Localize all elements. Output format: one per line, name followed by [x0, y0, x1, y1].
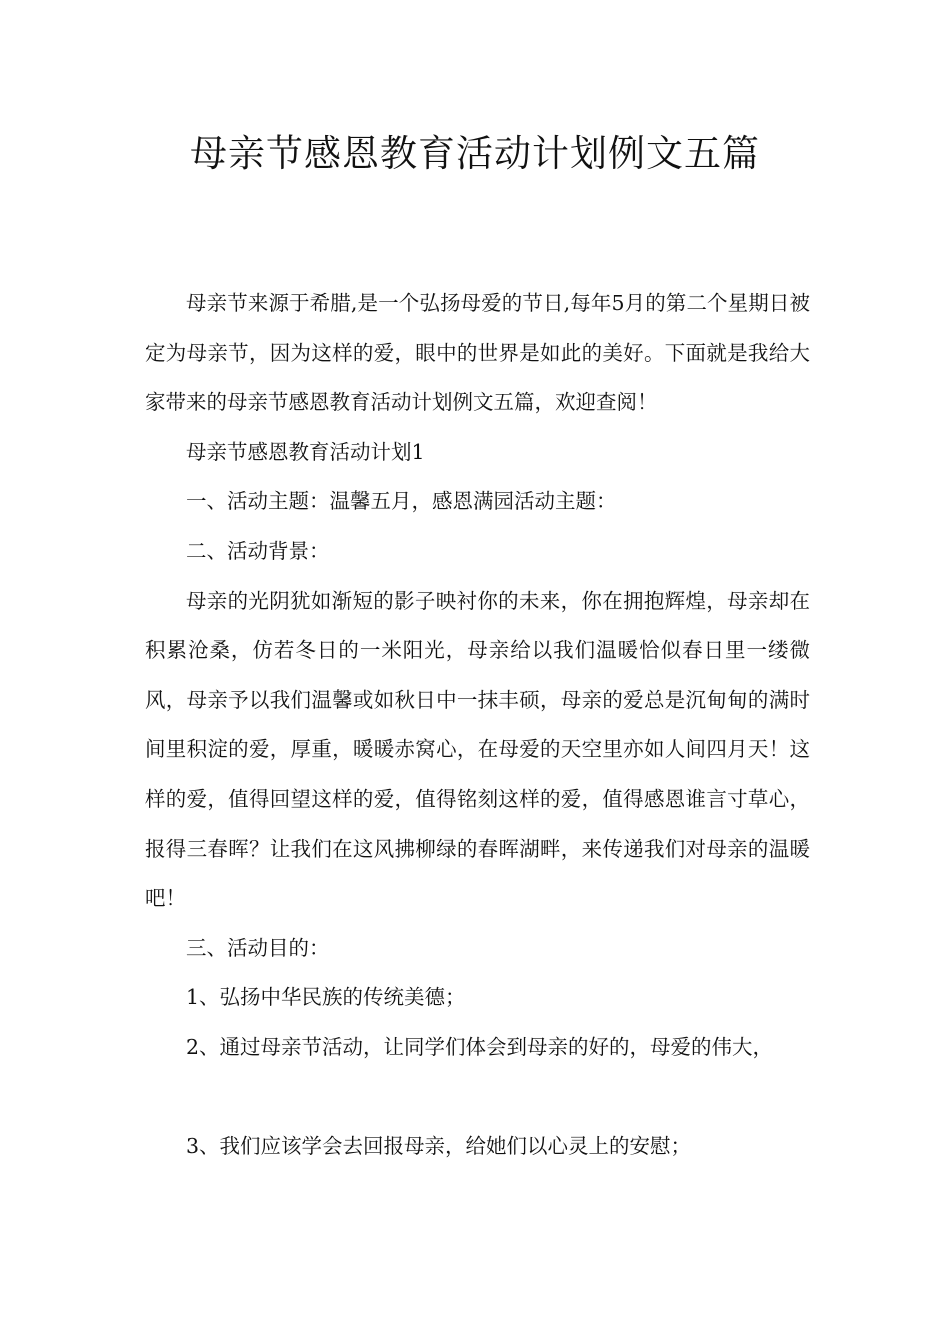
intro-paragraph: 母亲节来源于希腊,是一个弘扬母爱的节日,每年5月的第二个星期日被定为母亲节，因为这样的爱，眼中的世界是如此的美好。下面就是我给大家带来的母亲节感恩教育活动计划例文五篇，欢迎查阅！	[145, 291, 810, 415]
purpose-item-1: 1、弘扬中华民族的传统美德；	[186, 985, 466, 1010]
section-background-heading: 二、活动背景：	[186, 538, 330, 563]
document-body	[145, 279, 810, 1172]
section-theme: 一、活动主题：温馨五月，感恩满园活动主题：	[186, 489, 617, 514]
paragraph-gap	[145, 1073, 810, 1123]
plan-heading: 母亲节感恩教育活动计划1	[186, 439, 425, 464]
document-title: 母亲节感恩教育活动计划例文五篇	[190, 132, 760, 175]
purpose-item-2: 2、通过母亲节活动，让同学们体会到母亲的好的，母爱的伟大，	[186, 1034, 774, 1059]
section-purpose-heading: 三、活动目的：	[186, 935, 330, 960]
purpose-item-3: 3、我们应该学会去回报母亲，给她们以心灵上的安慰；	[186, 1134, 692, 1159]
background-paragraph: 母亲的光阴犹如渐短的影子映衬你的未来，你在拥抱辉煌，母亲却在积累沧桑，仿若冬日的一米阳光，母亲给以我们温暖恰似春日里一缕微风，母亲予以我们温馨或如秋日中一抹丰硕，母亲的爱总是沉甸甸的满时间里积淀的爱，厚重，暖暖赤窝心，在母爱的天空里亦如人间四月天！这样的爱，值得回望这样的爱，值得铭刻这样的爱，值得感恩谁言寸草心，报得三春晖？让我们在这风拂柳绿的春晖湖畔，来传递我们对母亲的温暖吧！	[145, 588, 810, 911]
